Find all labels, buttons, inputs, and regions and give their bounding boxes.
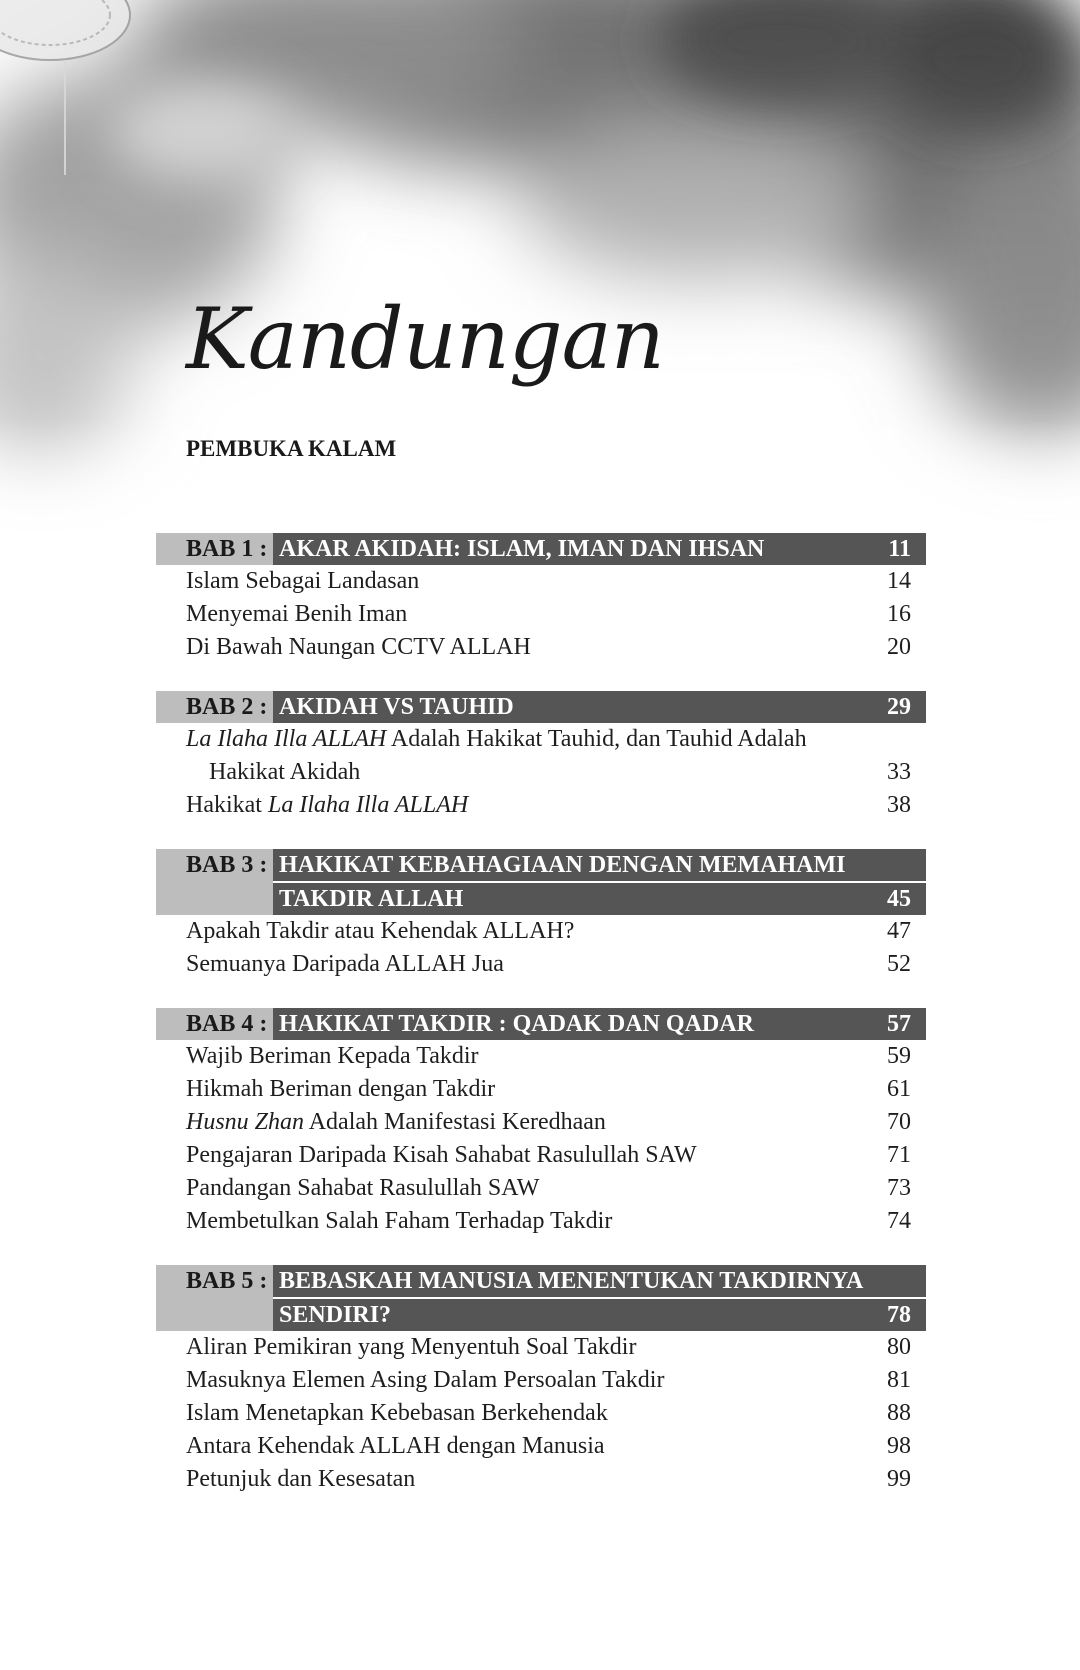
toc-item-text: Adalah Manifestasi Keredhaan (304, 1109, 606, 1135)
toc-item-text: Antara Kehendak ALLAH dengan Manusia (186, 1433, 605, 1459)
toc-item-text: Islam Menetapkan Kebebasan Berkehendak (186, 1400, 608, 1426)
toc-item-page: 14 (887, 568, 911, 594)
chapter-page: 57 (887, 1011, 911, 1037)
chapter-page: 78 (887, 1302, 911, 1328)
toc-item-page: 47 (887, 918, 911, 944)
chapter-page: 11 (888, 536, 911, 562)
table-of-contents (156, 533, 926, 1523)
chapter-1 (156, 533, 926, 664)
toc-item-page: 98 (887, 1433, 911, 1459)
chapter-heading (156, 849, 926, 915)
toc-item-page: 99 (887, 1466, 911, 1492)
toc-item (156, 1397, 926, 1430)
toc-item-text: Aliran Pemikiran yang Menyentuh Soal Takdir (186, 1334, 637, 1360)
toc-item-page: 33 (887, 759, 911, 785)
toc-item (156, 1430, 926, 1463)
chapter-label: BAB 5 : (156, 1265, 273, 1331)
toc-item (156, 598, 926, 631)
toc-item-italic: Husnu Zhan (186, 1109, 305, 1135)
toc-item-page: 52 (887, 951, 911, 977)
chapter-3 (156, 849, 926, 981)
toc-item (156, 1205, 926, 1238)
toc-item-text: Membetulkan Salah Faham Terhadap Takdir (186, 1208, 613, 1234)
toc-item (156, 565, 926, 598)
page-title: Kandungan (186, 290, 664, 388)
toc-item (156, 631, 926, 664)
preface-entry: PEMBUKA KALAM (186, 436, 397, 461)
toc-item-text: Wajib Beriman Kepada Takdir (186, 1043, 479, 1069)
chapter-heading (156, 1008, 926, 1040)
chapter-title: AKIDAH VS TAUHID (279, 694, 514, 720)
toc-item-page: 71 (887, 1142, 911, 1168)
toc-item (156, 723, 926, 756)
toc-item-text: Menyemai Benih Iman (186, 601, 408, 627)
toc-item-page: 88 (887, 1400, 911, 1426)
toc-item (156, 1463, 926, 1496)
toc-item (156, 756, 926, 789)
toc-item-text: Di Bawah Naungan CCTV ALLAH (186, 634, 531, 660)
toc-item-italic: La Ilaha Illa ALLAH (186, 726, 387, 752)
chapter-heading (156, 533, 926, 565)
toc-item-page: 81 (887, 1367, 911, 1393)
toc-item (156, 1172, 926, 1205)
toc-item (156, 1364, 926, 1397)
chapter-heading (156, 1265, 926, 1331)
chapter-5 (156, 1265, 926, 1496)
toc-item (156, 948, 926, 981)
toc-item (156, 915, 926, 948)
chapter-heading (156, 691, 926, 723)
toc-item-page: 70 (887, 1109, 911, 1135)
toc-item-page: 20 (887, 634, 911, 660)
toc-item-text: Islam Sebagai Landasan (186, 568, 420, 594)
toc-item-page: 16 (887, 601, 911, 627)
toc-item-page: 59 (887, 1043, 911, 1069)
toc-item-text: Masuknya Elemen Asing Dalam Persoalan Takdir (186, 1367, 665, 1393)
toc-item (156, 789, 926, 822)
toc-item-text: Hakikat (186, 792, 268, 818)
chapter-page: 29 (887, 694, 911, 720)
chapter-page: 45 (887, 886, 911, 912)
chapter-4 (156, 1008, 926, 1238)
chapter-title-line1: BEBASKAH MANUSIA MENENTUKAN TAKDIRNYA (279, 1268, 864, 1294)
toc-item-page: 73 (887, 1175, 911, 1201)
chapter-label: BAB 1 : (156, 533, 273, 565)
toc-item-text: Apakah Takdir atau Kehendak ALLAH? (186, 918, 575, 944)
toc-item-italic: La Ilaha Illa ALLAH (267, 792, 469, 818)
toc-item-page: 80 (887, 1334, 911, 1360)
toc-item-page: 38 (887, 792, 911, 818)
toc-item-text: Pandangan Sahabat Rasulullah SAW (186, 1175, 540, 1201)
chapter-title-line2: SENDIRI? (279, 1302, 392, 1328)
toc-item (156, 1139, 926, 1172)
chapter-title-line2: TAKDIR ALLAH (279, 886, 464, 912)
toc-item-text: Hikmah Beriman dengan Takdir (186, 1076, 496, 1102)
toc-item (156, 1073, 926, 1106)
cloud-background (0, 0, 1080, 560)
chapter-title-line1: HAKIKAT KEBAHAGIAAN DENGAN MEMAHAMI (279, 852, 846, 878)
chapter-title: AKAR AKIDAH: ISLAM, IMAN DAN IHSAN (279, 536, 765, 562)
toc-item-text: Adalah Hakikat Tauhid, dan Tauhid Adalah (386, 726, 807, 752)
toc-item (156, 1040, 926, 1073)
chapter-title: HAKIKAT TAKDIR : QADAK DAN QADAR (279, 1011, 754, 1037)
chapter-2 (156, 691, 926, 822)
chapter-label: BAB 2 : (156, 691, 273, 723)
toc-item-page: 74 (887, 1208, 911, 1234)
toc-item-text: Hakikat Akidah (209, 759, 361, 785)
chapter-label: BAB 4 : (156, 1008, 273, 1040)
toc-item-text: Petunjuk dan Kesesatan (186, 1466, 416, 1492)
chapter-label: BAB 3 : (156, 849, 273, 915)
toc-item (156, 1331, 926, 1364)
toc-item-page: 61 (887, 1076, 911, 1102)
toc-item (156, 1106, 926, 1139)
toc-item-text: Semuanya Daripada ALLAH Jua (186, 951, 504, 977)
toc-item-text: Pengajaran Daripada Kisah Sahabat Rasulullah SAW (186, 1142, 697, 1168)
